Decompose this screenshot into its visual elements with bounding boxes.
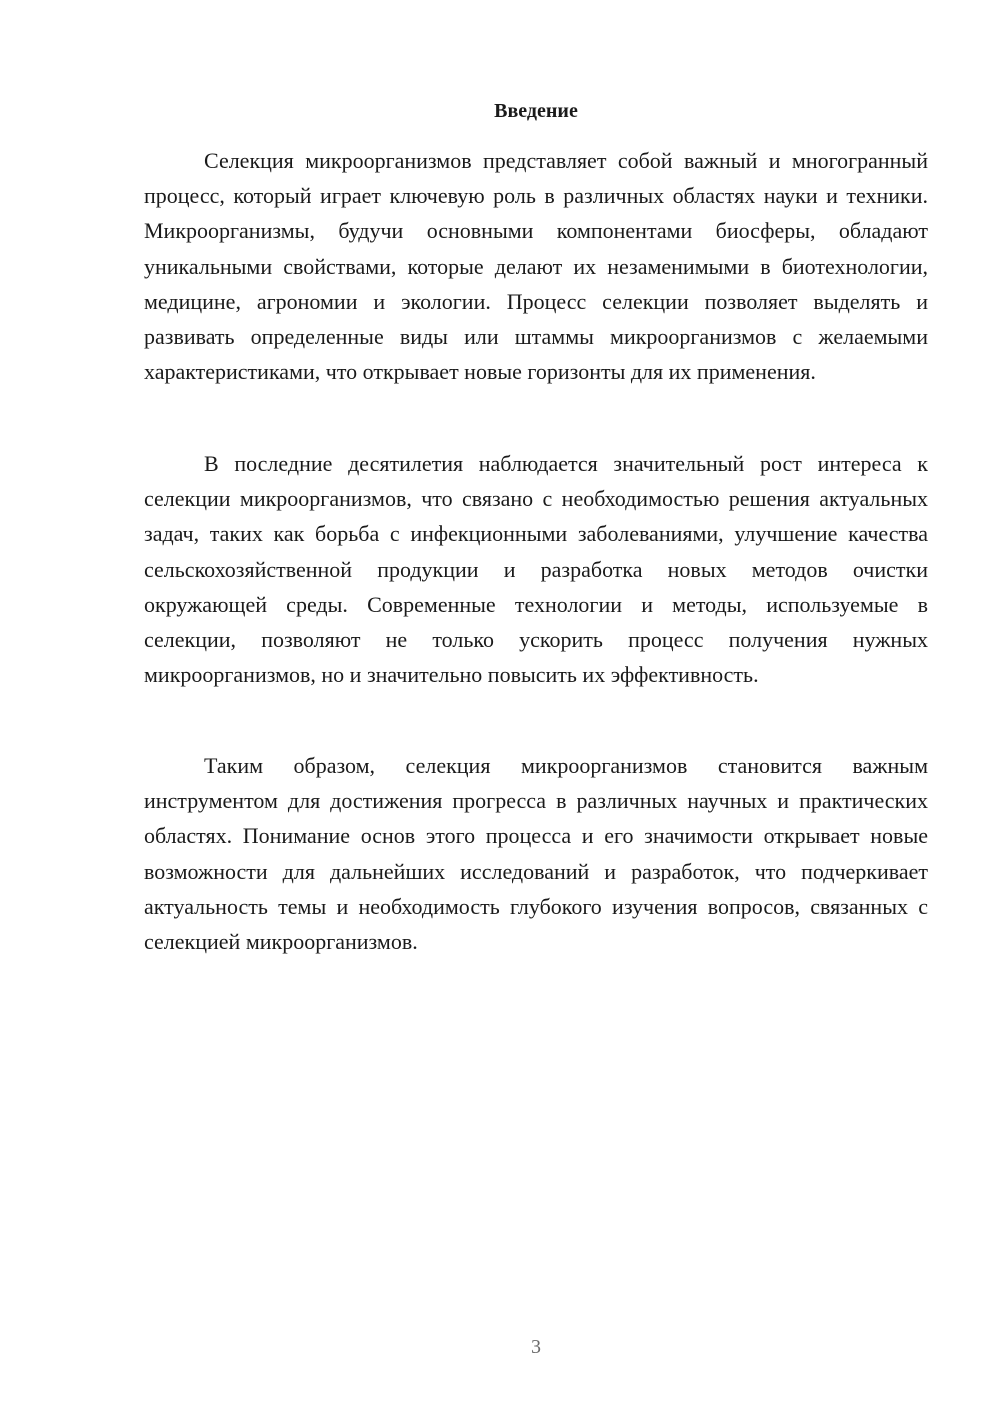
paragraph-3: Таким образом, селекция микроорганизмов становится важным инструментом для достижения прогресса в различных научных и практических областях. Понимание основ этого процесса и его значимости открывает новые возможности для дальнейших исследований и разработок, что подчеркивает актуальность темы и необходимость глубокого изучения вопросов, связанных с селекцией микроорганизмов.	[144, 753, 928, 955]
section-heading: Введение	[494, 100, 578, 122]
page-number: 3	[531, 1336, 541, 1358]
paragraph-2: В последние десятилетия наблюдается значительный рост интереса к селекции микроорганизмов, что связано с необходимостью решения актуальных задач, таких как борьба с инфекционными заболеваниями, улучшение качества сельскохозяйственной продукции и разработка новых методов очистки окружающей среды. Современные технологии и методы, используемые в селекции, позволяют не только ускорить процесс получения нужных микроорганизмов, но и значительно повысить их эффективность.	[144, 451, 928, 688]
paragraph-1: Селекция микроорганизмов представляет собой важный и многогранный процесс, который играет ключевую роль в различных областях науки и техники. Микроорганизмы, будучи основными компонентами биосферы, обладают уникальными свойствами, которые делают их незаменимыми в биотехнологии, медицине, агрономии и экологии. Процесс селекции позволяет выделять и развивать определенные виды или штаммы микроорганизмов с желаемыми характеристиками, что открывает новые горизонты для их применения.	[144, 148, 928, 385]
